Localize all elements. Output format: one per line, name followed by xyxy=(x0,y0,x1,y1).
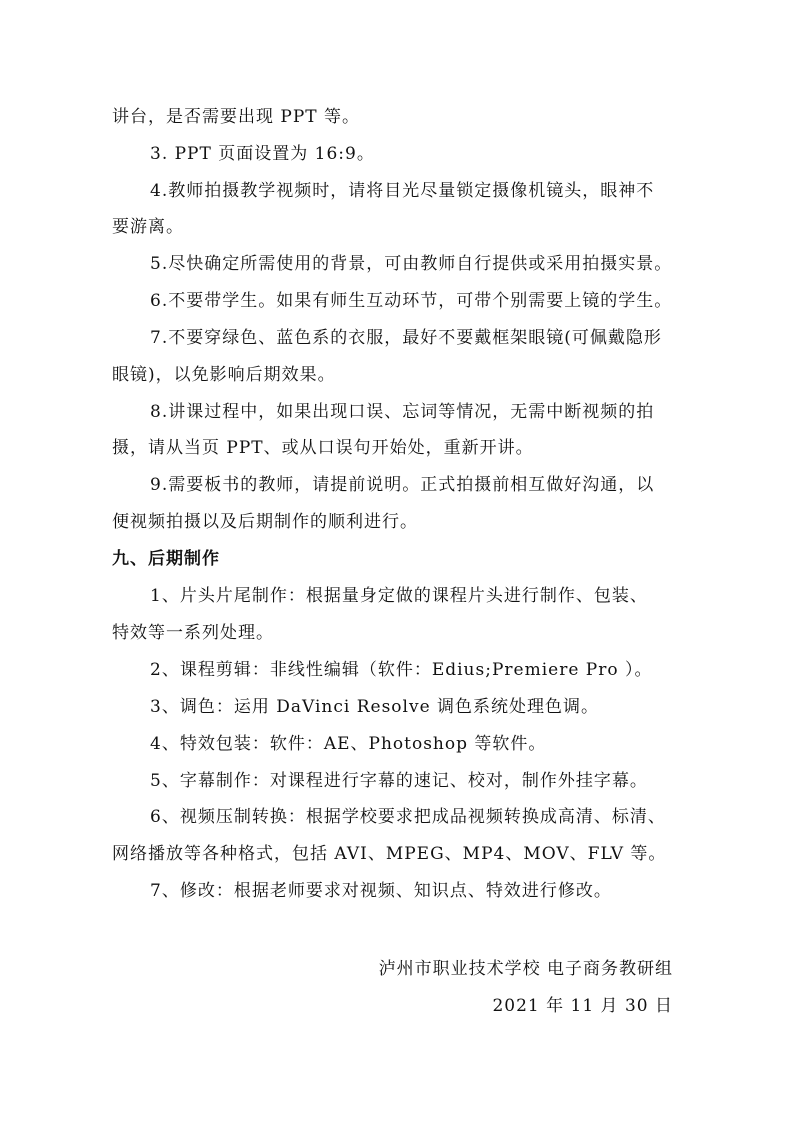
text-line: 3、调色：运用 DaVinci Resolve 调色系统处理色调。 xyxy=(150,697,600,717)
text-line: 网络播放等各种格式，包括 AVI、MPEG、MP4、MOV、FLV 等。 xyxy=(112,844,667,864)
text-line: 讲台，是否需要出现 PPT 等。 xyxy=(112,107,361,127)
text-line: 5、字幕制作：对课程进行字幕的速记、校对，制作外挂字幕。 xyxy=(150,771,648,791)
text-line: 6、视频压制转换：根据学校要求把成品视频转换成高清、标清、 xyxy=(150,807,666,827)
text-line: 4.教师拍摄教学视频时，请将目光尽量锁定摄像机镜头，眼神不 xyxy=(150,181,655,201)
text-line: 9.需要板书的教师，请提前说明。正式拍摄前相互做好沟通，以 xyxy=(150,475,655,495)
signature-organization: 泸州市职业技术学校 电子商务教研组 xyxy=(378,959,673,979)
signature-date: 2021 年 11 月 30 日 xyxy=(492,996,673,1016)
text-line: 摄，请从当页 PPT、或从口误句开始处，重新开讲。 xyxy=(112,438,534,458)
text-line: 6.不要带学生。如果有师生互动环节，可带个别需要上镜的学生。 xyxy=(150,291,673,311)
text-line: 特效等一系列处理。 xyxy=(112,623,274,643)
text-line: 1、片头片尾制作：根据量身定做的课程片头进行制作、包装、 xyxy=(150,586,648,606)
text-line: 要游离。 xyxy=(112,217,184,237)
text-line: 便视频拍摄以及后期制作的顺利进行。 xyxy=(112,512,418,532)
text-line: 7.不要穿绿色、蓝色系的衣服，最好不要戴框架眼镜(可佩戴隐形 xyxy=(150,328,662,348)
text-line: 8.讲课过程中，如果出现口误、忘词等情况，无需中断视频的拍 xyxy=(150,402,655,422)
text-line: 7、修改：根据老师要求对视频、知识点、特效进行修改。 xyxy=(150,881,612,901)
text-line: 2、课程剪辑：非线性编辑（软件：Edius;Premiere Pro ）。 xyxy=(150,660,653,680)
text-line: 眼镜)，以免影响后期效果。 xyxy=(112,365,336,385)
text-line: 4、特效包装：软件：AE、Photoshop 等软件。 xyxy=(150,734,547,754)
text-line: 5.尽快确定所需使用的背景，可由教师自行提供或采用拍摄实景。 xyxy=(150,254,673,274)
section-heading: 九、后期制作 xyxy=(112,549,220,569)
text-line: 3. PPT 页面设置为 16:9。 xyxy=(150,144,375,164)
